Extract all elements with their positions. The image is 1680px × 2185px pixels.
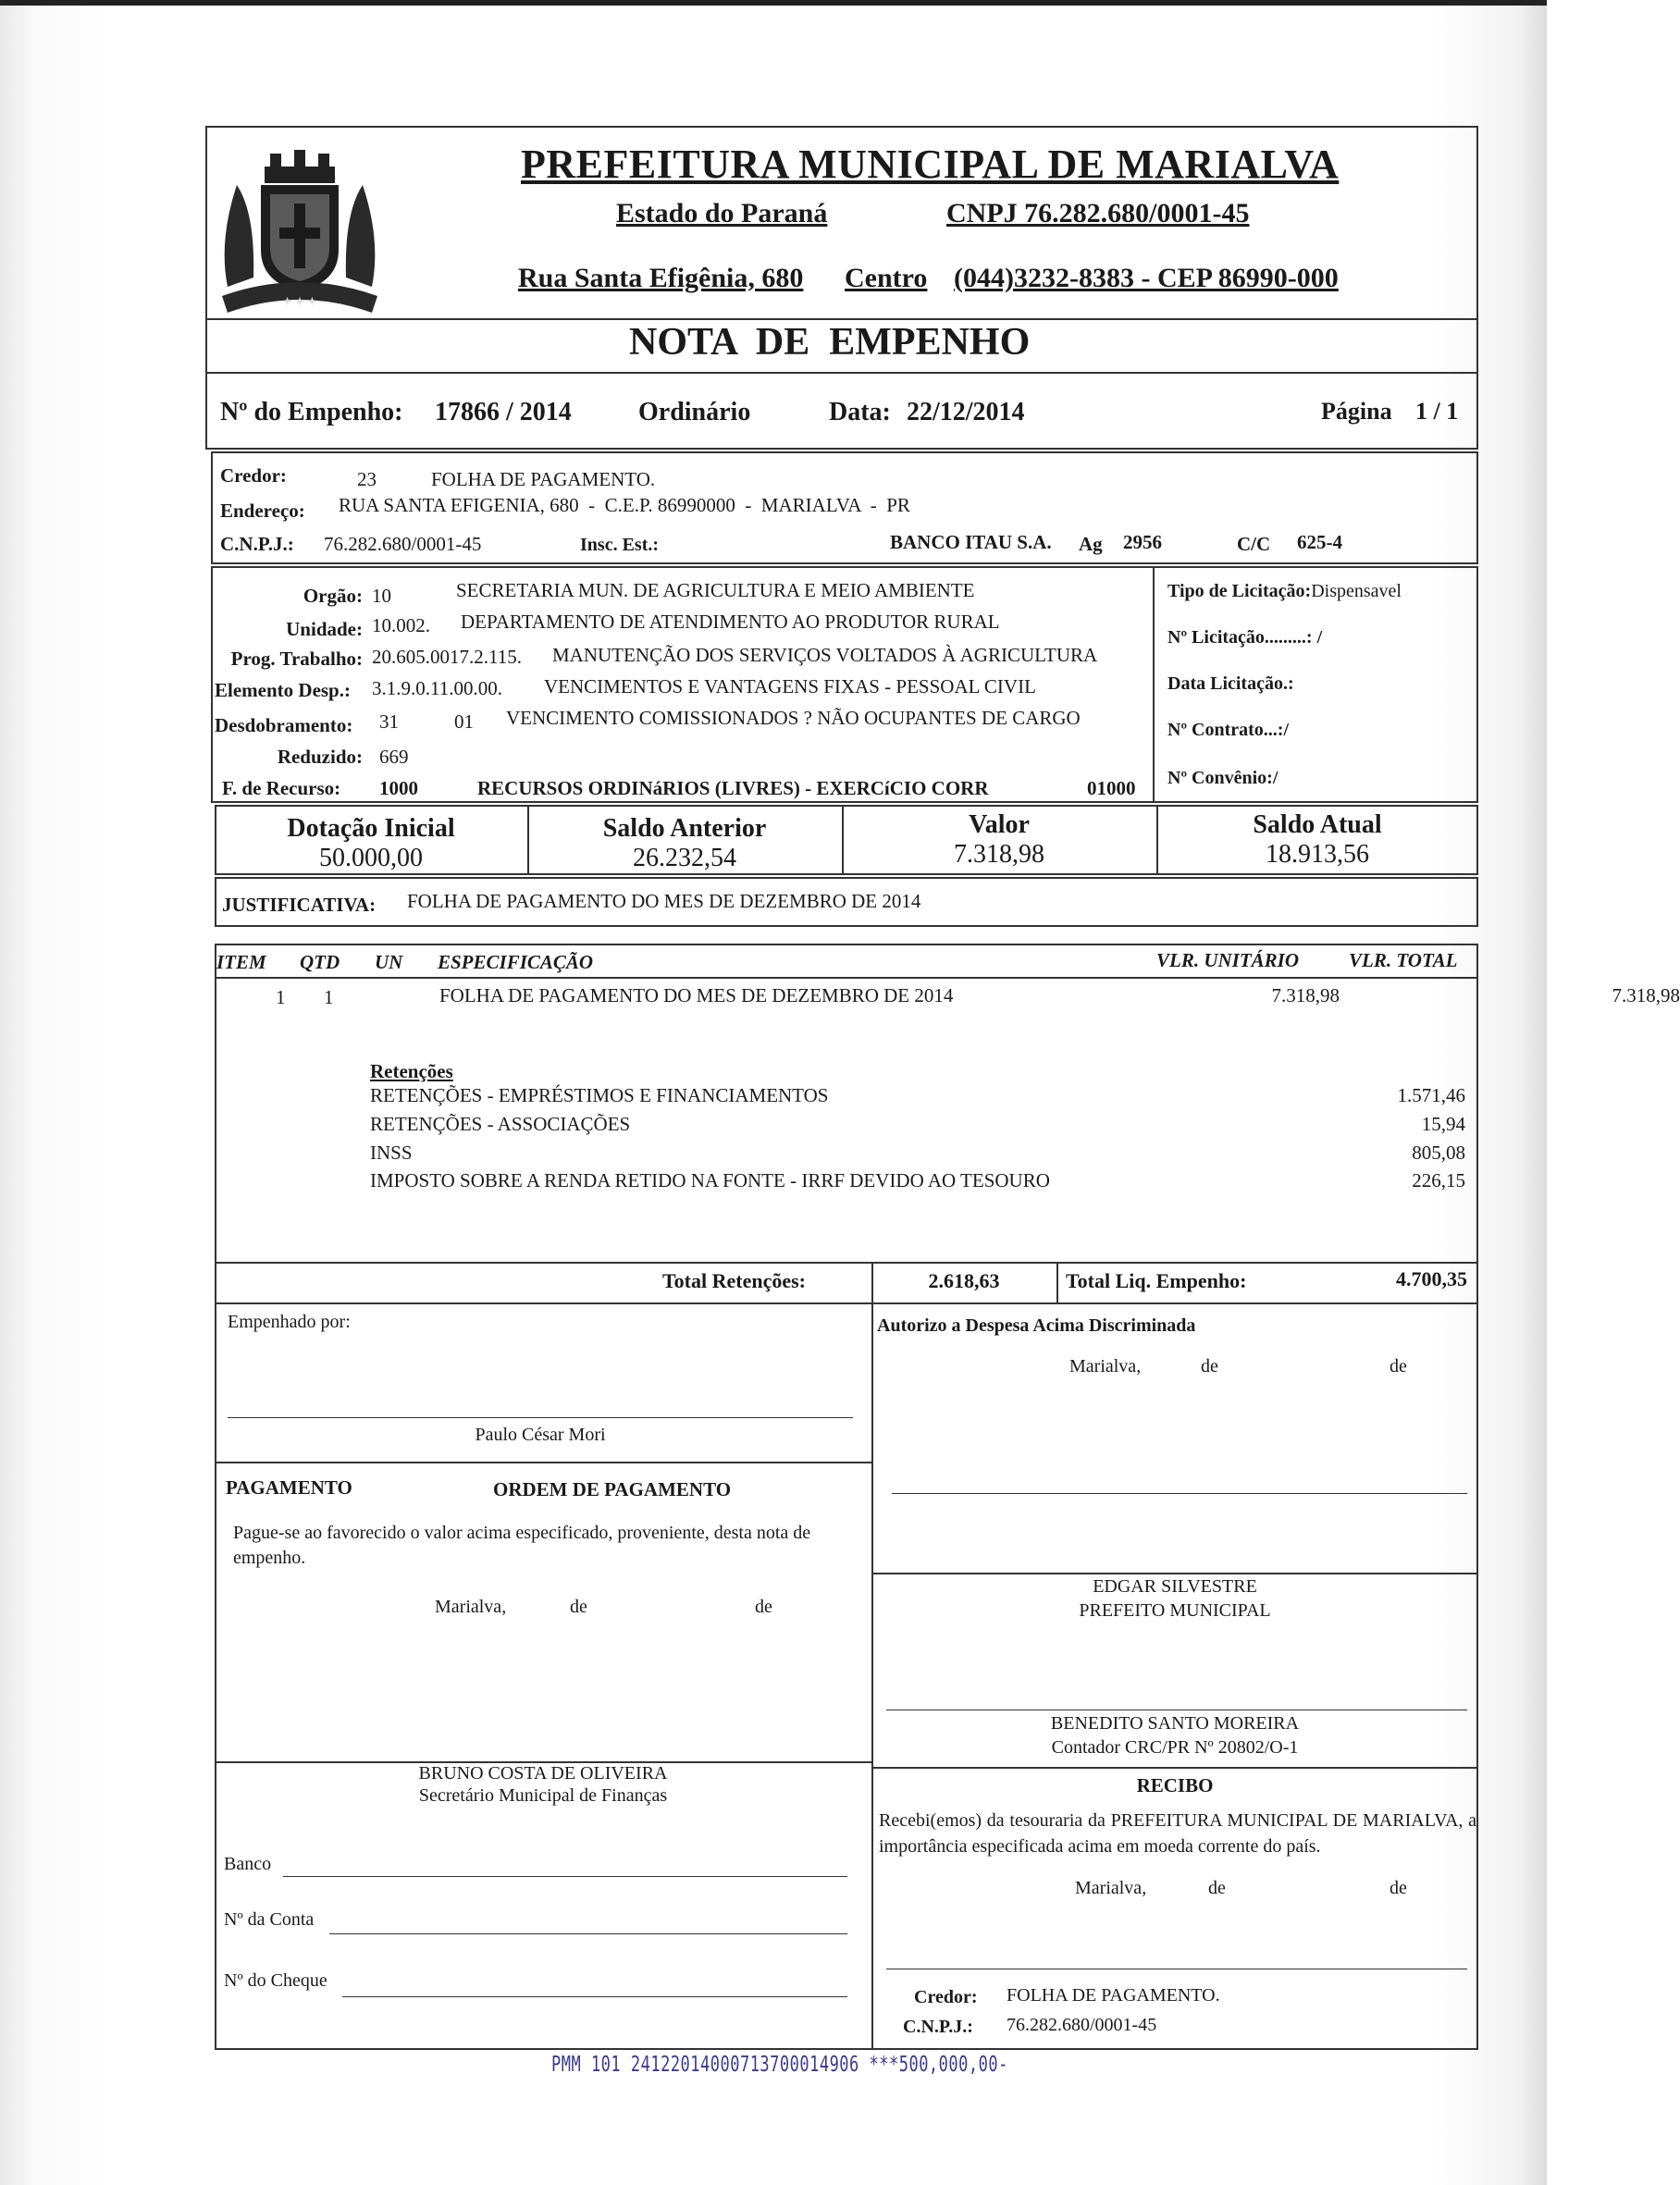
unidade-nome: DEPARTAMENTO DE ATENDIMENTO AO PRODUTOR RURAL — [461, 611, 1000, 633]
empenho-tipo: Ordinário — [638, 398, 751, 426]
prog-label: Prog. Trabalho: — [230, 648, 363, 670]
row-vlr-unitario: 7.318,98 — [1271, 984, 1340, 1006]
header-cnpj: CNPJ 76.282.680/0001-45 — [946, 198, 1250, 228]
pagina-label: Página — [1321, 398, 1392, 425]
prefeito-nome: EDGAR SILVESTRE — [1093, 1576, 1257, 1597]
endereco-valor: RUA SANTA EFIGENIA, 680 - C.E.P. 86990000 - MARIALVA - PR — [339, 494, 910, 516]
rodape-cnpj-label: C.N.P.J.: — [903, 2017, 973, 2037]
list-item — [370, 1113, 1465, 1141]
tipo-licitacao-label: Tipo de Licitação: — [1167, 581, 1312, 601]
retencao-descricao: INSS — [370, 1142, 413, 1164]
totais-top-line — [215, 1262, 1478, 1264]
cheque-label: Nº do Cheque — [224, 1970, 327, 1991]
recurso-codigo-2: 01000 — [1087, 777, 1136, 799]
valor-label: Valor — [969, 810, 1030, 839]
col-especificacao: ESPECIFICAÇÃO — [438, 951, 594, 973]
orgao-codigo: 10 — [372, 585, 391, 607]
data-licitacao: Data Licitação.: — [1167, 673, 1294, 694]
recibo-texto: Recebi(emos) da tesouraria da PREFEITURA MUNICIPAL DE MARIALVA, a importância especificada acima em moeda corrente do país. — [879, 1810, 1476, 1857]
retencao-descricao: RETENÇÕES - ASSOCIAÇÕES — [370, 1113, 631, 1135]
orgao-label: Orgão: — [303, 585, 363, 607]
tipo-licitacao-valor: Dispensavel — [1311, 581, 1402, 601]
justificativa-label: JUSTIFICATIVA: — [222, 894, 377, 916]
pagamento-de-2: de — [755, 1597, 772, 1617]
recurso-label: F. de Recurso: — [222, 777, 341, 799]
credor-nome: FOLHA DE PAGAMENTO. — [431, 468, 656, 490]
desdobramento-codigo-2: 01 — [454, 710, 474, 733]
coat-of-arms-logo — [209, 148, 390, 324]
total-liquido-label: Total Liq. Empenho: — [1066, 1269, 1247, 1292]
justificativa-texto: FOLHA DE PAGAMENTO DO MES DE DEZEMBRO DE 2014 — [407, 890, 921, 912]
insc-label: Insc. Est.: — [580, 535, 660, 555]
autorizo-texto: Autorizo a Despesa Acima Discriminada — [877, 1315, 1196, 1336]
unidade-label: Unidade: — [286, 618, 363, 640]
autorizo-de-2: de — [1390, 1356, 1407, 1376]
elemento-nome: VENCIMENTOS E VANTAGENS FIXAS - PESSOAL CIVIL — [544, 675, 1036, 697]
recibo-title: RECIBO — [1136, 1774, 1214, 1796]
endereco-label: Endereço: — [220, 500, 305, 522]
pague-texto: Pague-se ao favorecido o valor acima especificado, proveniente, desta nota de empenho. — [233, 1523, 811, 1568]
col-un: UN — [375, 951, 403, 973]
retencao-valor: 15,94 — [1421, 1113, 1465, 1135]
prog-nome: MANUTENÇÃO DOS SERVIÇOS VOLTADOS À AGRICULTURA — [552, 644, 1098, 666]
desdobramento-label: Desdobramento: — [215, 714, 353, 736]
desdobramento-codigo-1: 31 — [379, 710, 399, 733]
recibo-local: Marialva, — [1075, 1878, 1147, 1898]
unidade-codigo: 10.002. — [372, 614, 430, 636]
pagamento-de-1: de — [570, 1597, 587, 1617]
prefeito-cargo: PREFEITO MUNICIPAL — [1079, 1600, 1271, 1621]
retencao-descricao: RETENÇÕES - EMPRÉSTIMOS E FINANCIAMENTOS — [370, 1084, 829, 1106]
empenho-label: Nº do Empenho: — [220, 398, 403, 426]
empenho-data: 22/12/2014 — [907, 398, 1025, 426]
licitacao-divider — [1153, 566, 1155, 803]
numero-convenio: Nº Convênio:/ — [1167, 768, 1279, 788]
list-item — [370, 1142, 1465, 1169]
retencao-descricao: IMPOSTO SOBRE A RENDA RETIDO NA FONTE - IRRF DEVIDO AO TESOURO — [370, 1169, 1050, 1191]
cnpj-label: C.N.P.J.: — [220, 533, 294, 555]
recibo-de-2: de — [1390, 1878, 1407, 1898]
conta-numero: 625-4 — [1297, 531, 1342, 553]
prefeito-line — [871, 1573, 1478, 1574]
credor-label: Credor: — [220, 464, 287, 487]
elemento-codigo: 3.1.9.0.11.00.00. — [372, 677, 502, 699]
empenhado-signature-line — [228, 1417, 853, 1418]
total-retencoes-valor: 2.618,63 — [928, 1269, 1000, 1292]
total-retencoes-label: Total Retenções: — [662, 1269, 806, 1292]
empenhado-por-nome: Paulo César Mori — [475, 1425, 606, 1445]
conta-label-rodape: Nº da Conta — [224, 1909, 315, 1930]
reduzido-valor: 669 — [379, 746, 409, 768]
banco-line — [283, 1876, 847, 1877]
col-vlr-unitario: VLR. UNITÁRIO — [1156, 949, 1300, 971]
numero-licitacao: Nº Licitação.........: / — [1167, 627, 1323, 648]
secretario-cargo: Secretário Municipal de Finanças — [418, 1785, 668, 1806]
agencia-numero: 2956 — [1123, 531, 1162, 553]
total-liquido-valor: 4.700,35 — [1396, 1267, 1467, 1290]
saldo-atual-label: Saldo Atual — [1253, 810, 1382, 839]
credor-numero: 23 — [357, 468, 377, 490]
svg-text:✦ ✦ ✦: ✦ ✦ ✦ — [282, 295, 317, 308]
conta-line — [329, 1933, 847, 1934]
autorizo-de-1: de — [1201, 1356, 1218, 1376]
totais-bottom-line — [215, 1302, 1478, 1304]
row-especificacao: FOLHA DE PAGAMENTO DO MES DE DEZEMBRO DE 2014 — [439, 984, 954, 1006]
orgao-nome: SECRETARIA MUN. DE AGRICULTURA E MEIO AMBIENTE — [456, 579, 975, 601]
col-vlr-total: VLR. TOTAL — [1349, 949, 1458, 971]
pagamento-label: PAGAMENTO — [226, 1476, 352, 1499]
header-estado: Estado do Paraná — [616, 198, 828, 228]
totais-divider-2 — [1056, 1262, 1058, 1302]
agencia-label: Ag — [1079, 533, 1103, 555]
recurso-nome: RECURSOS ORDINáRIOS (LIVRES) - EXERCíCIO CORR — [477, 777, 989, 799]
row-vlr-total: 7.318,98 — [1612, 984, 1680, 1006]
document-title: NOTA DE EMPENHO — [629, 321, 1031, 364]
retencao-valor: 226,15 — [1412, 1169, 1465, 1191]
col-qtd: QTD — [300, 951, 340, 973]
cheque-line — [342, 1996, 847, 1997]
banco-label: Banco — [224, 1854, 272, 1874]
header-rua: Rua Santa Efigênia, 680 — [518, 263, 804, 293]
list-item — [370, 1169, 1465, 1197]
row-item: 1 — [276, 986, 286, 1008]
empenhado-por-label: Empenhado por: — [228, 1312, 351, 1332]
desdobramento-nome: VENCIMENTO COMISSIONADOS ? NÃO OCUPANTES DE CARGO — [506, 707, 1081, 729]
rodape-credor: FOLHA DE PAGAMENTO. — [1007, 1985, 1220, 2006]
pagamento-line — [215, 1462, 871, 1463]
empenho-numero: 17866 / 2014 — [435, 398, 572, 426]
pagamento-local-data — [435, 1597, 860, 1624]
table-row — [215, 984, 1680, 1012]
rodape-cnpj: 76.282.680/0001-45 — [1007, 2015, 1157, 2035]
dotacao-inicial-label: Dotação Inicial — [287, 814, 455, 843]
valor-valor: 7.318,98 — [954, 840, 1044, 869]
prog-codigo: 20.605.0017.2.115. — [372, 646, 522, 668]
contador-cargo: Contador CRC/PR Nº 20802/O-1 — [1051, 1737, 1299, 1758]
retencao-valor: 1.571,46 — [1397, 1084, 1465, 1106]
conta-label: C/C — [1237, 533, 1271, 555]
autorizo-signature-line — [892, 1493, 1467, 1494]
retencao-valor: 805,08 — [1412, 1142, 1465, 1164]
saldo-atual-valor: 18.913,56 — [1266, 840, 1369, 869]
secretario-nome: BRUNO COSTA DE OLIVEIRA — [418, 1763, 668, 1784]
cnpj-valor: 76.282.680/0001-45 — [324, 533, 482, 555]
pagamento-local: Marialva, — [435, 1597, 507, 1617]
recibo-local-data — [1075, 1878, 1473, 1906]
header-title: PREFEITURA MUNICIPAL DE MARIALVA — [521, 142, 1340, 187]
list-item — [370, 1084, 1465, 1112]
row-qtd: 1 — [324, 986, 334, 1008]
rodape-credor-label: Credor: — [914, 1987, 978, 2007]
tipo-licitacao — [1167, 581, 1402, 602]
ordem-pagamento-label: ORDEM DE PAGAMENTO — [493, 1478, 732, 1500]
contador-nome: BENEDITO SANTO MOREIRA — [1050, 1713, 1300, 1734]
autorizo-local: Marialva, — [1069, 1356, 1142, 1376]
saldo-anterior-valor: 26.232,54 — [633, 844, 736, 872]
col-item: ITEM — [216, 951, 266, 973]
scan-edge — [0, 0, 1547, 6]
recibo-line — [871, 1767, 1478, 1769]
retencoes-title: Retenções — [370, 1060, 453, 1082]
header-centro: Centro — [845, 263, 928, 293]
empenho-data-label: Data: — [829, 398, 891, 426]
reduzido-label: Reduzido: — [277, 746, 363, 768]
recibo-de-1: de — [1208, 1878, 1226, 1898]
pagina-numero: 1 / 1 — [1415, 398, 1459, 425]
numero-contrato: Nº Contrato...:/ — [1167, 720, 1290, 740]
autorizo-local-data — [1069, 1356, 1467, 1384]
header-contato: (044)3232-8383 - CEP 86990-000 — [954, 263, 1339, 293]
banco-nome: BANCO ITAU S.A. — [890, 531, 1052, 553]
recurso-codigo: 1000 — [379, 777, 418, 799]
dotacao-inicial-valor: 50.000,00 — [319, 844, 423, 872]
carimbo-autenticacao: PMM 101 24122014000713700014906 ***500,000,00- — [551, 2052, 1008, 2078]
saldo-anterior-label: Saldo Anterior — [602, 814, 767, 843]
assinaturas-divider — [871, 1302, 873, 2050]
itens-header-line — [215, 977, 1478, 979]
elemento-label: Elemento Desp.: — [215, 679, 351, 701]
